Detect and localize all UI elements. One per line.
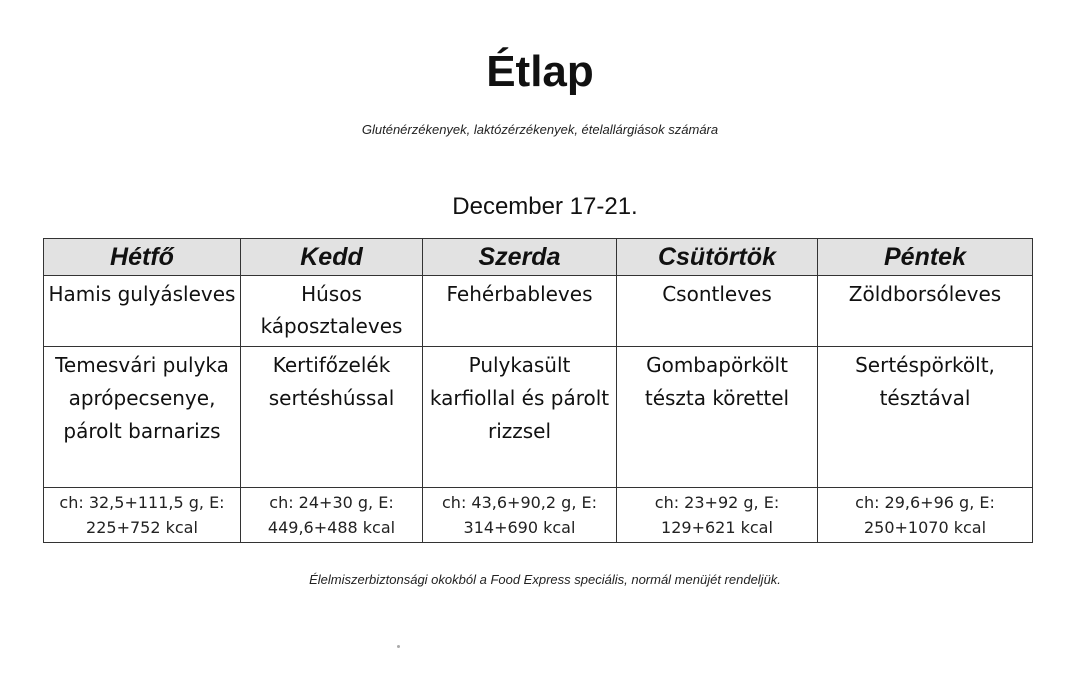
page-subtitle: Gluténérzékenyek, laktózérzékenyek, ételallárgiások számára — [361, 122, 719, 137]
nutrition-cell-monday: ch: 32,5+111,5 g, E: 225+752 kcal — [44, 488, 241, 543]
soup-row — [44, 276, 1033, 347]
nutrition-row — [44, 488, 1033, 543]
header-row — [44, 239, 1033, 276]
page-title: Étlap — [486, 47, 594, 96]
soup-cell-friday: Zöldborsóleves — [818, 276, 1033, 347]
date-range: December 17-21. — [452, 193, 638, 220]
day-header-wednesday: Szerda — [423, 239, 617, 276]
main-cell-friday: Sertéspörkölt, tésztával — [818, 347, 1033, 488]
soup-cell-thursday: Csontleves — [617, 276, 818, 347]
soup-cell-wednesday: Fehérbableves — [423, 276, 617, 347]
main-cell-thursday: Gombapörkölt tészta körettel — [617, 347, 818, 488]
nutrition-cell-tuesday: ch: 24+30 g, E: 449,6+488 kcal — [241, 488, 423, 543]
nutrition-cell-thursday: ch: 23+92 g, E: 129+621 kcal — [617, 488, 818, 543]
day-header-thursday: Csütörtök — [617, 239, 818, 276]
soup-cell-monday: Hamis gulyásleves — [44, 276, 241, 347]
day-header-friday: Péntek — [818, 239, 1033, 276]
soup-cell-tuesday: Húsos káposztaleves — [241, 276, 423, 347]
main-course-row — [44, 347, 1033, 488]
nutrition-cell-friday: ch: 29,6+96 g, E: 250+1070 kcal — [818, 488, 1033, 543]
day-header-monday: Hétfő — [44, 239, 241, 276]
footer-note: Élelmiszerbiztonsági okokból a Food Express speciális, normál menüjét rendeljük. — [309, 572, 781, 587]
nutrition-cell-wednesday: ch: 43,6+90,2 g, E: 314+690 kcal — [423, 488, 617, 543]
scan-speck — [397, 645, 400, 648]
main-cell-tuesday: Kertifőzelék sertéshússal — [241, 347, 423, 488]
main-cell-wednesday: Pulykasült karfiollal és párolt rizzsel — [423, 347, 617, 488]
main-cell-monday: Temesvári pulyka aprópecsenye, párolt barnarizs — [44, 347, 241, 488]
day-header-tuesday: Kedd — [241, 239, 423, 276]
menu-table — [43, 238, 1033, 543]
